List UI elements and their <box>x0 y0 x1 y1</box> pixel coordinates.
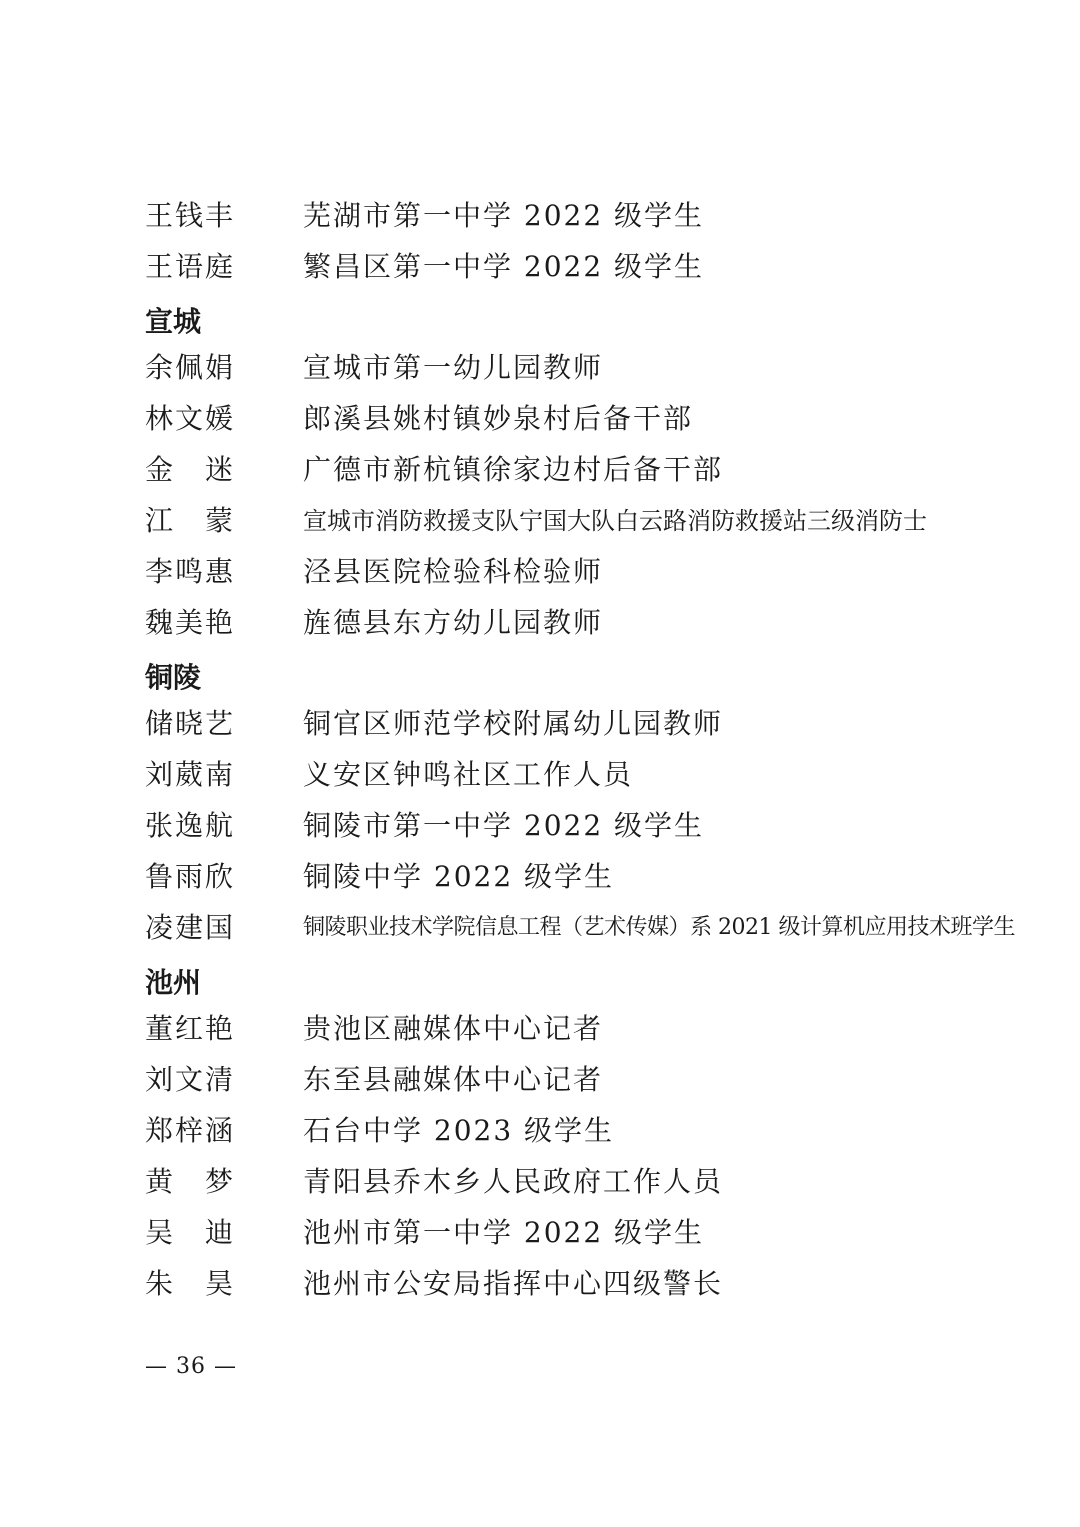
list-item <box>145 755 1045 795</box>
list-item <box>145 348 1045 388</box>
person-name: 凌建国 <box>145 911 236 944</box>
person-description: 铜陵市第一中学 2022 级学生 <box>303 809 705 842</box>
person-description: 繁昌区第一中学 2022 级学生 <box>303 250 705 283</box>
list-item <box>145 704 1045 744</box>
person-description: 池州市公安局指挥中心四级警长 <box>303 1267 724 1300</box>
person-description: 宣城市第一幼儿园教师 <box>303 351 604 384</box>
person-description: 铜陵中学 2022 级学生 <box>303 860 615 893</box>
person-name: 刘葳南 <box>145 758 236 791</box>
person-name: 李鸣惠 <box>145 555 236 588</box>
list-item <box>145 1111 1045 1151</box>
person-description: 芜湖市第一中学 2022 级学生 <box>303 199 705 232</box>
person-description: 石台中学 2023 级学生 <box>303 1114 615 1147</box>
list-item <box>145 1009 1045 1049</box>
person-description: 东至县融媒体中心记者 <box>303 1063 604 1096</box>
list-item <box>145 1213 1045 1253</box>
list-item <box>145 806 1045 846</box>
person-name: 吴 迪 <box>145 1216 236 1249</box>
person-description: 义安区钟鸣社区工作人员 <box>303 758 634 791</box>
section-heading-tongling: 铜陵 <box>145 661 202 694</box>
person-description: 旌德县东方幼儿园教师 <box>303 606 604 639</box>
person-name: 王钱丰 <box>145 199 236 232</box>
person-description: 池州市第一中学 2022 级学生 <box>303 1216 705 1249</box>
section-heading-chizhou: 池州 <box>145 966 202 999</box>
list-item <box>145 196 1045 236</box>
person-description: 郎溪县姚村镇妙泉村后备干部 <box>303 402 694 435</box>
person-name: 魏美艳 <box>145 606 236 639</box>
person-name: 董红艳 <box>145 1012 236 1045</box>
page-number: — 36 — <box>145 1354 237 1379</box>
list-item <box>145 1162 1045 1202</box>
person-name: 鲁雨欣 <box>145 860 236 893</box>
person-name: 刘文清 <box>145 1063 236 1096</box>
person-name: 张逸航 <box>145 809 236 842</box>
person-name: 金 迷 <box>145 453 236 486</box>
person-name: 朱 昊 <box>145 1267 236 1300</box>
person-description: 贵池区融媒体中心记者 <box>303 1012 604 1045</box>
person-name: 江 蒙 <box>145 504 236 537</box>
list-item <box>145 450 1045 490</box>
person-name: 储晓艺 <box>145 707 236 740</box>
list-item <box>145 1060 1045 1100</box>
person-description: 泾县医院检验科检验师 <box>303 555 604 588</box>
list-item <box>145 501 1045 541</box>
list-item <box>145 603 1045 643</box>
person-name: 余佩娟 <box>145 351 236 384</box>
person-description: 广德市新杭镇徐家边村后备干部 <box>303 453 724 486</box>
list-item <box>145 552 1045 592</box>
person-description: 青阳县乔木乡人民政府工作人员 <box>303 1165 724 1198</box>
person-description: 宣城市消防救援支队宁国大队白云路消防救援站三级消防士 <box>303 507 927 535</box>
list-item <box>145 1264 1045 1304</box>
person-description: 铜官区师范学校附属幼儿园教师 <box>303 707 724 740</box>
person-name: 黄 梦 <box>145 1165 236 1198</box>
person-name: 郑梓涵 <box>145 1114 236 1147</box>
list-item <box>145 247 1045 287</box>
person-name: 林文媛 <box>145 402 236 435</box>
list-item <box>145 399 1045 439</box>
person-description: 铜陵职业技术学院信息工程（艺术传媒）系 2021 级计算机应用技术班学生 <box>303 915 1015 940</box>
list-item <box>145 857 1045 897</box>
person-name: 王语庭 <box>145 250 236 283</box>
list-item <box>145 908 1045 948</box>
section-heading-xuancheng: 宣城 <box>145 305 202 338</box>
